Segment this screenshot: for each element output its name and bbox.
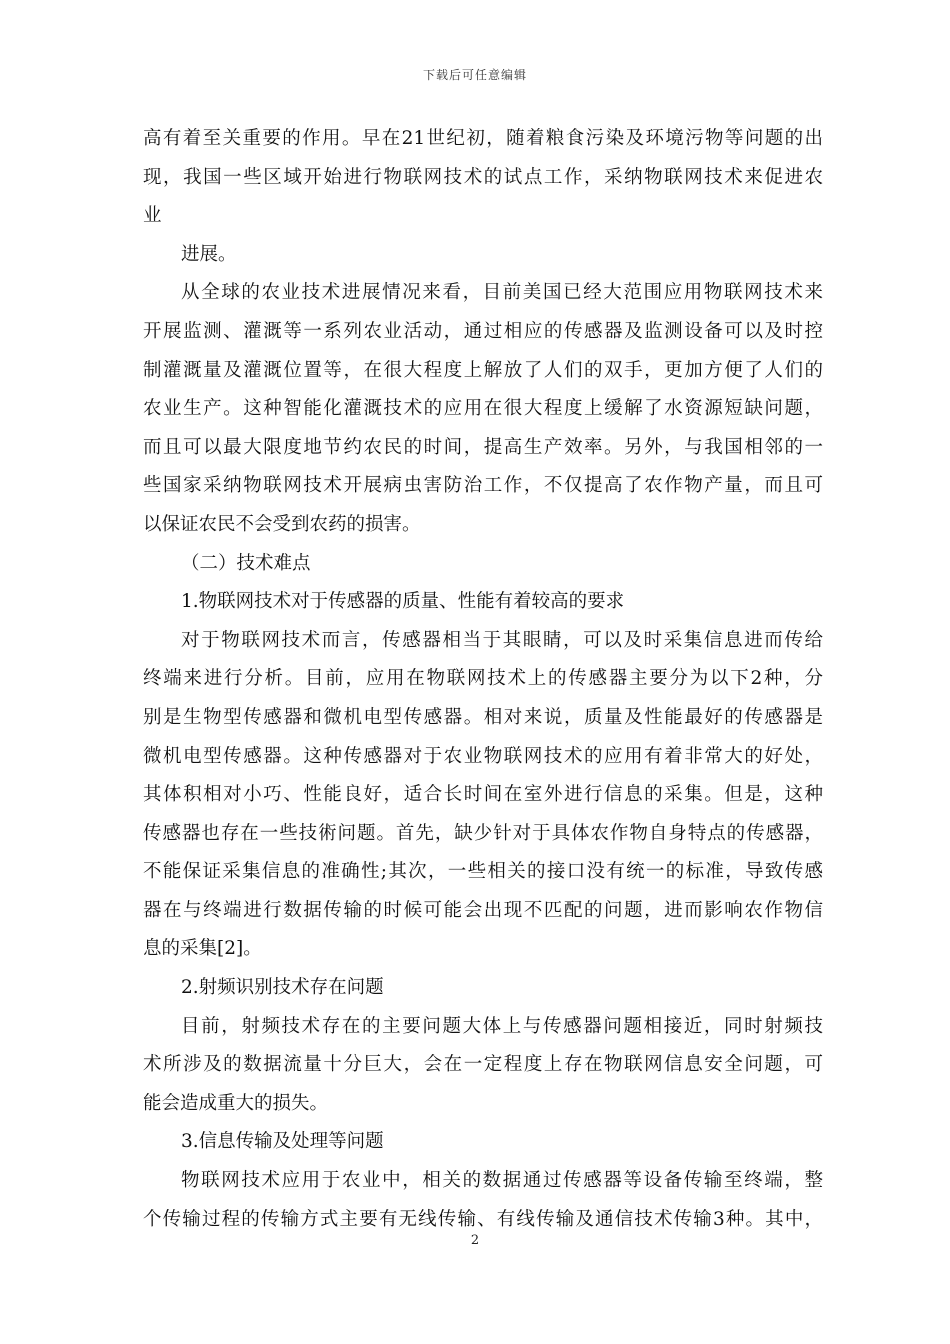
text-line: 2.射频识别技术存在问题 [181,977,384,999]
text-line: 传感器也存在一些技術问题。首先，缺少针对于具体农作物自身特点的传感器， [143,822,823,844]
text-line: 术所涉及的数据流量十分巨大，会在一定程度上存在物联网信息安全问题，可 [143,1054,823,1076]
text-line: （二）技术难点 [181,552,311,574]
text-line: 其体积相对小巧、性能良好，适合长时间在室外进行信息的采集。但是，这种 [143,784,823,806]
page-header: 下载后可任意编辑 [422,68,527,82]
text-line: 微机电型传感器。这种传感器对于农业物联网技术的应用有着非常大的好处， [143,745,823,767]
text-line: 从全球的农业技术进展情况来看，目前美国已经大范围应用物联网技术来 [181,282,823,304]
text-line: 能会造成重大的损失。 [143,1092,329,1114]
text-line: 开展监测、灌溉等一系列农业活动，通过相应的传感器及监测设备可以及时控 [143,320,823,342]
page-number: 2 [470,1233,480,1248]
text-line: 农业生产。这种智能化灌溉技术的应用在很大程度上缓解了水资源短缺问题， [143,398,823,420]
text-line: 息的采集[2]。 [143,938,262,960]
text-line: 3.信息传输及处理等问题 [181,1131,384,1153]
text-line: 以保证农民不会受到农药的损害。 [143,513,421,535]
text-line: 而且可以最大限度地节约农民的时间，提高生产效率。另外，与我国相邻的一 [143,436,823,458]
text-line: 1.物联网技术对于传感器的质量、性能有着较高的要求 [181,591,625,613]
text-line: 个传输过程的传输方式主要有无线传输、有线传输及通信技术传输3种。其中， [143,1208,823,1230]
text-line: 物联网技术应用于农业中，相关的数据通过传感器等设备传输至终端，整 [181,1170,823,1192]
text-line: 进展。 [181,243,237,265]
text-line: 器在与终端进行数据传输的时候可能会出现不匹配的问题，进而影响农作物信 [143,899,823,921]
text-line: 不能保证采集信息的准确性;其次，一些相关的接口没有统一的标准，导致传感 [143,861,823,883]
text-line: 对于物联网技术而言，传感器相当于其眼睛，可以及时采集信息进而传给 [181,629,823,651]
text-line: 目前，射频技术存在的主要问题大体上与传感器问题相接近，同时射频技 [181,1015,823,1037]
document-body [143,120,823,1239]
text-line: 高有着至关重要的作用。早在21世纪初，随着粮食污染及环境污物等问题的出 [143,128,823,149]
text-line: 终端来进行分析。目前，应用在物联网技术上的传感器主要分为以下2种，分 [143,668,823,690]
text-line: 业 [143,205,162,227]
text-line: 别是生物型传感器和微机电型传感器。相对来说，质量及性能最好的传感器是 [143,706,823,728]
text-line: 制灌溉量及灌溉位置等，在很大程度上解放了人们的双手，更加方便了人们的 [143,359,823,381]
text-line: 现，我国一些区域开始进行物联网技术的试点工作，采纳物联网技术来促进农 [143,166,823,188]
text-line: 些国家采纳物联网技术开展病虫害防治工作，不仅提高了农作物产量，而且可 [143,475,823,497]
